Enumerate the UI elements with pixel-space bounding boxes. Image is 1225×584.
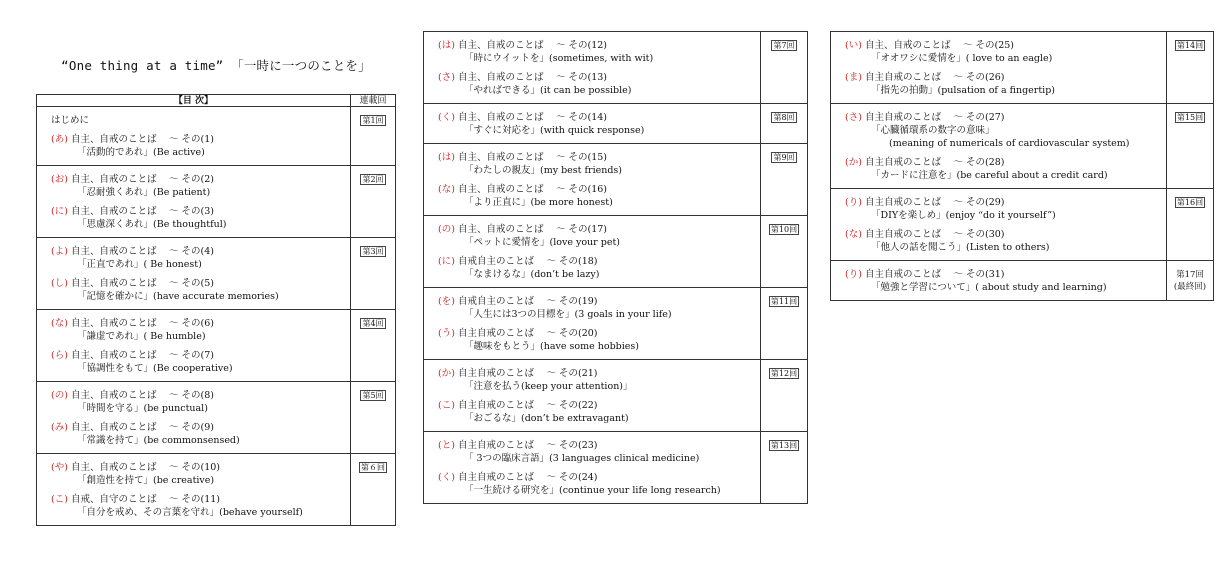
toc-group	[423, 359, 808, 432]
entry-detail: 「趣味をもとう」(have some hobbies)	[464, 341, 639, 352]
installment-badge-note: (最終回)	[1173, 282, 1207, 292]
entry-mark: (く)	[438, 112, 455, 123]
installment-badge: 第1回	[362, 116, 384, 125]
entry-heading: 自主、自戒のことば ～ その(3)	[70, 206, 214, 217]
toc-entry	[424, 39, 760, 71]
installment-badge: 第4回	[362, 319, 384, 328]
entry-heading-line	[51, 205, 346, 218]
entry-mark: (お)	[51, 174, 68, 185]
entry-heading: 自主、自戒のことば ～ その(6)	[70, 318, 214, 329]
toc-entry	[831, 39, 1166, 71]
entry-heading: 自主自戒のことば ～ その(20)	[457, 328, 598, 339]
entry-heading: 自主自戒のことば ～ その(27)	[864, 112, 1005, 123]
entry-heading: 自主自戒のことば ～ その(26)	[864, 72, 1005, 83]
toc-group-entries	[37, 454, 351, 525]
installment-cell	[351, 107, 395, 165]
entry-detail: 「記憶を確かに」(have accurate memories)	[77, 291, 279, 302]
toc-header	[36, 94, 396, 107]
entry-detail: 「活動的であれ」(Be active)	[77, 147, 205, 158]
toc-group	[830, 260, 1214, 301]
entry-heading: 自主、自戒のことば ～ その(17)	[457, 224, 607, 235]
entry-heading: 自主、自戒のことば ～ その(5)	[70, 278, 214, 289]
toc-group-entries	[831, 104, 1167, 188]
entry-detail: 「おごるな」(don’t be extravagant)	[464, 413, 629, 424]
installment-cell	[351, 454, 395, 525]
toc-entry	[37, 461, 350, 493]
toc-group-entries	[424, 288, 761, 359]
entry-mark: (は)	[438, 152, 455, 163]
entry-heading: 自主、自戒のことば ～ その(14)	[457, 112, 607, 123]
toc-group	[423, 31, 808, 104]
toc-entry	[37, 317, 350, 349]
toc-entry	[831, 228, 1166, 260]
entry-mark: (み)	[51, 422, 68, 433]
entry-heading-line	[51, 349, 346, 362]
installment-badge: 第9回	[773, 153, 795, 162]
entry-detail: 「カードに注意を」(be careful about a credit card)	[871, 170, 1108, 181]
entry-mark: (あ)	[51, 134, 68, 145]
entry-heading-line	[845, 71, 1162, 84]
entry-detail: 「オオワシに愛情を」( love to an eagle)	[871, 53, 1053, 64]
installment-badge: 第14回	[1176, 41, 1204, 50]
toc-entry	[37, 421, 350, 453]
toc-group-entries	[37, 238, 351, 309]
entry-heading: 自主、自戒のことば ～ その(9)	[70, 422, 214, 433]
installment-cell	[351, 382, 395, 453]
toc-entry	[424, 327, 760, 359]
entry-heading: 自主、自戒のことば ～ その(16)	[457, 184, 607, 195]
toc-entry	[424, 183, 760, 215]
entry-heading: 自主自戒のことば ～ その(28)	[864, 157, 1005, 168]
toc-column-3	[830, 31, 1214, 301]
toc-entry	[37, 133, 350, 165]
entry-heading-line	[845, 39, 1162, 52]
toc-group	[36, 309, 396, 382]
entry-mark: (な)	[438, 184, 455, 195]
toc-group-entries	[831, 32, 1167, 103]
entry-detail: 「 3つの臨床言語」(3 languages clinical medicine)	[464, 453, 700, 464]
entry-mark: (こ)	[438, 400, 455, 411]
entry-detail: 「すぐに対応を」(with quick response)	[464, 125, 645, 136]
toc-entry	[37, 245, 350, 277]
entry-heading-line	[51, 173, 346, 186]
entry-mark: (り)	[845, 197, 862, 208]
entry-detail: 「人生には3つの目標を」(3 goals in your life)	[464, 309, 672, 320]
entry-heading: 自主自戒のことば ～ その(22)	[457, 400, 598, 411]
installment-cell	[761, 216, 807, 287]
entry-heading-line	[845, 228, 1162, 241]
toc-group-entries	[424, 360, 761, 431]
entry-heading-line	[438, 471, 756, 484]
toc-group-entries	[424, 144, 761, 215]
entry-detail: 「一生続ける研究を」(continue your life long research)	[464, 485, 721, 496]
entry-heading-line	[51, 389, 346, 402]
toc-entry	[424, 71, 760, 103]
installment-cell	[761, 32, 807, 103]
entry-detail-continued: (meaning of numericals of cardiovascular system)	[889, 138, 1130, 149]
entry-heading-line	[438, 183, 756, 196]
entry-mark: (は)	[438, 40, 455, 51]
entry-detail: 「時にウイットを」(sometimes, with wit)	[464, 53, 654, 64]
installment-badge: 第3回	[362, 247, 384, 256]
installment-badge: 第2回	[362, 175, 384, 184]
entry-mark: (よ)	[51, 246, 68, 257]
entry-heading-line	[438, 39, 756, 52]
entry-heading: 自戒、自守のことば ～ その(11)	[70, 494, 220, 505]
toc-entry	[424, 151, 760, 183]
toc-group	[830, 188, 1214, 261]
entry-detail: 「忍耐強くあれ」(Be patient)	[77, 187, 211, 198]
entry-mark: (や)	[51, 462, 68, 473]
toc-entry	[424, 295, 760, 327]
installment-badge: 第13回	[770, 441, 798, 450]
entry-heading: 自戒自主のことば ～ その(18)	[457, 256, 598, 267]
entry-heading-line	[845, 196, 1162, 209]
installment-badge: 第8回	[773, 113, 795, 122]
entry-heading: 自主、自戒のことば ～ その(10)	[70, 462, 220, 473]
entry-detail: 「勉強と学習について」( about study and learning)	[871, 282, 1107, 293]
entry-heading-line	[51, 317, 346, 330]
entry-mark: (さ)	[845, 112, 862, 123]
toc-group-entries	[424, 432, 761, 503]
entry-heading-line	[845, 268, 1162, 281]
entry-heading: 自主、自戒のことば ～ その(1)	[70, 134, 214, 145]
entry-mark: (ら)	[51, 350, 68, 361]
toc-group	[36, 381, 396, 454]
toc-header-side: 連載回	[359, 96, 387, 106]
entry-heading-line	[51, 461, 346, 474]
entry-heading: 自主自戒のことば ～ その(21)	[457, 368, 598, 379]
entry-heading: 自主、自戒のことば ～ その(12)	[457, 40, 607, 51]
installment-badge: 第10回	[770, 225, 798, 234]
toc-group	[830, 31, 1214, 104]
entry-detail: 「協調性をもて」(Be cooperative)	[77, 363, 233, 374]
installment-cell	[761, 360, 807, 431]
installment-badge: 第17回	[1176, 270, 1204, 280]
entry-heading: 自戒自主のことば ～ その(19)	[457, 296, 598, 307]
entry-mark: (ま)	[845, 72, 862, 83]
toc-group	[423, 103, 808, 144]
installment-cell	[1167, 189, 1213, 260]
entry-detail: 「他人の話を聞こう」(Listen to others)	[871, 242, 1050, 253]
entry-heading-line	[438, 71, 756, 84]
entry-mark: (う)	[438, 328, 455, 339]
toc-entry	[37, 349, 350, 381]
entry-heading-line	[51, 245, 346, 258]
entry-heading: 自主自戒のことば ～ その(24)	[457, 472, 598, 483]
toc-entry	[424, 471, 760, 503]
entry-heading-line	[51, 421, 346, 434]
entry-detail: 「ペットに愛情を」(love your pet)	[464, 237, 620, 248]
entry-heading: 自主自戒のことば ～ その(23)	[457, 440, 598, 451]
toc-entry	[424, 367, 760, 399]
entry-detail: 「より正直に」(be more honest)	[464, 197, 613, 208]
entry-mark: (に)	[51, 206, 68, 217]
installment-cell	[1167, 104, 1213, 188]
entry-heading-line	[438, 111, 756, 124]
toc-header-title: 【目 次】	[37, 95, 351, 107]
entry-heading-line	[438, 295, 756, 308]
entry-heading-line	[438, 399, 756, 412]
entry-heading: 自主、自戒のことば ～ その(25)	[864, 40, 1014, 51]
installment-cell	[761, 144, 807, 215]
toc-group	[36, 165, 396, 238]
toc-group-entries	[831, 261, 1167, 300]
toc-group-entries	[424, 32, 761, 103]
toc-column-1	[36, 94, 396, 526]
entry-heading: 自主、自戒のことば ～ その(13)	[457, 72, 607, 83]
entry-mark: (の)	[438, 224, 455, 235]
installment-cell	[351, 238, 395, 309]
entry-heading-line	[438, 439, 756, 452]
entry-mark: (こ)	[51, 494, 68, 505]
entry-heading: 自主、自戒のことば ～ その(2)	[70, 174, 214, 185]
entry-detail: 「なまけるな」(don’t be lazy)	[464, 269, 600, 280]
toc-column-2	[423, 31, 808, 504]
toc-group	[36, 106, 396, 166]
entry-detail: 「自分を戒め、その言葉を守れ」(behave yourself)	[77, 507, 303, 518]
toc-entry	[831, 111, 1166, 156]
installment-cell	[351, 166, 395, 237]
toc-entry	[831, 71, 1166, 103]
entry-mark: (の)	[51, 390, 68, 401]
entry-detail: 「注意を払う(keep your attention)」	[464, 381, 633, 392]
toc-group	[423, 143, 808, 216]
toc-group	[830, 103, 1214, 189]
installment-cell	[761, 288, 807, 359]
installment-badge: 第16回	[1176, 198, 1204, 207]
entry-detail: 「謙虚であれ」( Be humble)	[77, 331, 206, 342]
entry-mark: (な)	[845, 229, 862, 240]
entry-heading-line	[438, 223, 756, 236]
installment-badge: 第5回	[362, 391, 384, 400]
entry-heading: 自主、自戒のことば ～ その(8)	[70, 390, 214, 401]
entry-detail: 「正直であれ」( Be honest)	[77, 259, 202, 270]
entry-heading-line	[845, 111, 1162, 124]
toc-group	[423, 215, 808, 288]
installment-badge: 第15回	[1176, 113, 1204, 122]
entry-mark: (さ)	[438, 72, 455, 83]
intro-label: はじめに	[51, 115, 90, 126]
entry-mark: (く)	[438, 472, 455, 483]
entry-mark: (し)	[51, 278, 68, 289]
page-title: “One thing at a time” 「一時に一つのことを」	[61, 58, 371, 73]
toc-group	[423, 431, 808, 504]
toc-entry	[831, 156, 1166, 188]
entry-detail: 「心臓循環系の数字の意味」	[871, 125, 995, 136]
entry-mark: (か)	[845, 157, 862, 168]
installment-cell	[351, 310, 395, 381]
toc-entry	[37, 277, 350, 309]
entry-detail: 「時間を守る」(be punctual)	[77, 403, 208, 414]
installment-cell	[761, 432, 807, 503]
entry-mark: (に)	[438, 256, 455, 267]
toc-entry	[424, 439, 760, 471]
entry-heading: 自主、自戒のことば ～ その(7)	[70, 350, 214, 361]
toc-entry	[424, 399, 760, 431]
entry-heading: 自主自戒のことば ～ その(30)	[864, 229, 1005, 240]
toc-entry	[424, 255, 760, 287]
entry-mark: (を)	[438, 296, 455, 307]
entry-heading-line	[438, 255, 756, 268]
toc-entry	[37, 205, 350, 237]
toc-entry	[37, 389, 350, 421]
entry-detail: 「DIYを楽しめ」(enjoy “do it yourself”)	[871, 210, 1056, 221]
toc-entry	[424, 111, 760, 143]
installment-badge: 第12回	[770, 369, 798, 378]
entry-detail: 「常識を持て」(be commonsensed)	[77, 435, 240, 446]
installment-cell	[1167, 32, 1213, 103]
entry-heading-line	[438, 327, 756, 340]
entry-mark: (か)	[438, 368, 455, 379]
toc-group-entries	[37, 107, 351, 165]
toc-group-entries	[37, 166, 351, 237]
entry-mark: (い)	[845, 40, 862, 51]
entry-detail: 「わたしの親友」(my best friends)	[464, 165, 623, 176]
entry-heading-line	[438, 151, 756, 164]
entry-heading: 自主自戒のことば ～ その(31)	[864, 269, 1005, 280]
toc-entry	[831, 268, 1166, 300]
toc-group	[423, 287, 808, 360]
toc-group-entries	[831, 189, 1167, 260]
entry-heading-line	[438, 367, 756, 380]
entry-heading: 自主自戒のことば ～ その(29)	[864, 197, 1005, 208]
entry-detail: 「思慮深くあれ」(Be thoughtful)	[77, 219, 227, 230]
toc-group	[36, 237, 396, 310]
installment-badge: 第7回	[773, 41, 795, 50]
entry-detail: 「やればできる」(it can be possible)	[464, 85, 632, 96]
toc-group	[36, 453, 396, 526]
installment-cell	[761, 104, 807, 143]
entry-mark: (な)	[51, 318, 68, 329]
entry-heading-line	[845, 156, 1162, 169]
entry-mark: (り)	[845, 269, 862, 280]
installment-cell	[1167, 261, 1213, 300]
toc-entry	[831, 196, 1166, 228]
entry-heading-line	[51, 493, 346, 506]
entry-heading: 自主、自戒のことば ～ その(4)	[70, 246, 214, 257]
toc-group-entries	[424, 104, 761, 143]
toc-group-entries	[37, 382, 351, 453]
installment-badge: 第11回	[770, 297, 798, 306]
entry-detail: 「創造性を持て」(be creative)	[77, 475, 215, 486]
toc-entry	[37, 173, 350, 205]
toc-group-entries	[424, 216, 761, 287]
entry-heading-line	[51, 133, 346, 146]
toc-entry	[37, 493, 350, 525]
installment-badge: 第６回	[361, 463, 385, 472]
entry-heading-line	[51, 277, 346, 290]
entry-mark: (と)	[438, 440, 455, 451]
entry-heading: 自主、自戒のことば ～ その(15)	[457, 152, 607, 163]
toc-entry	[424, 223, 760, 255]
toc-group-entries	[37, 310, 351, 381]
entry-detail: 「指先の拍動」(pulsation of a fingertip)	[871, 85, 1055, 96]
